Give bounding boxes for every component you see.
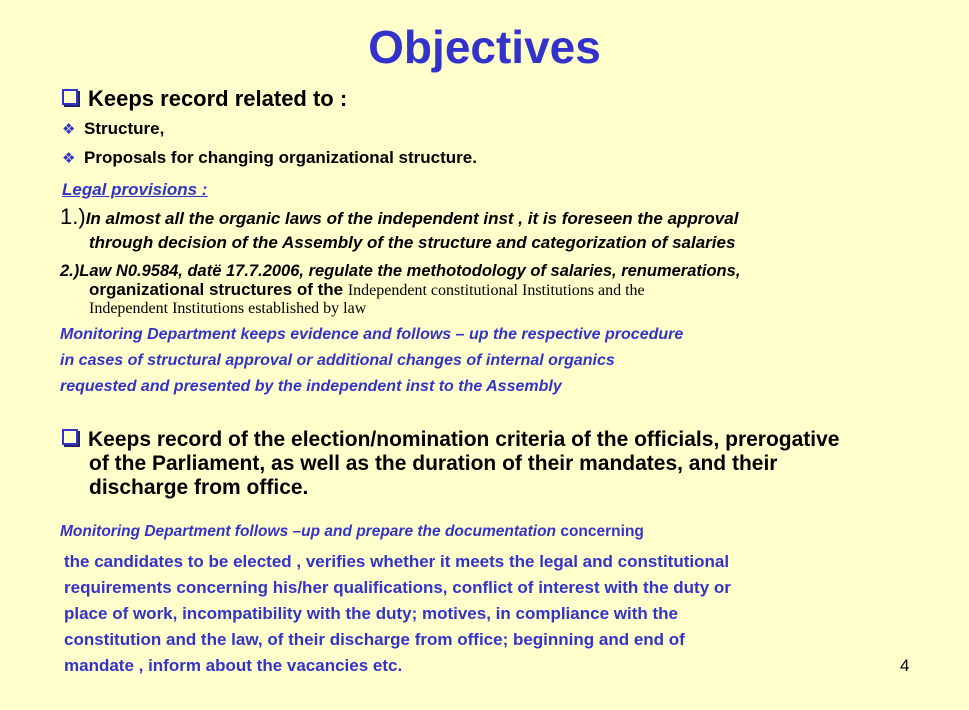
monitoring2-line: the candidates to be elected , verifies whether it meets the legal and constitutional bbox=[64, 552, 730, 571]
monitoring2-line: place of work, incompatibility with the duty; motives, in compliance with the bbox=[64, 604, 678, 623]
section1-item: Structure, bbox=[84, 119, 165, 138]
monitoring2-line: requirements concerning his/her qualifications, conflict of interest with the duty or bbox=[64, 578, 731, 597]
section2-row bbox=[62, 428, 840, 452]
legal-p1-number: 1.) bbox=[60, 204, 86, 229]
monitoring2-normal: concerning bbox=[560, 523, 644, 540]
monitoring2-italic: Monitoring Department follows –up and prepare the documentation bbox=[60, 523, 561, 540]
legal-p2-bold: organizational structures of the bbox=[89, 280, 348, 299]
section1-heading-row bbox=[62, 86, 347, 112]
section1-heading: Keeps record related to : bbox=[88, 86, 348, 111]
page-number: 4 bbox=[900, 656, 910, 675]
legal-p1-text: In almost all the organic laws of the independent inst , it is foreseen bbox=[85, 209, 638, 228]
checkbox-bullet-icon bbox=[62, 89, 78, 105]
section1-item: Proposals for changing organizational structure. bbox=[84, 148, 477, 167]
legal-p1-line2: through decision of the Assembly of the structure and categorization of salaries bbox=[89, 233, 736, 252]
monitoring2-line: mandate , inform about the vacancies etc. bbox=[64, 656, 403, 675]
diamond-bullet-icon: ❖ bbox=[62, 149, 76, 167]
legal-p2-line1: 2.)Law N0.9584, datë 17.7.2006, regulate the methotodology of salaries, renumerations, bbox=[60, 262, 741, 280]
legal-p2-line3: Independent Institutions established by law bbox=[89, 300, 367, 317]
section1-item-row bbox=[62, 119, 164, 139]
legal-p2-line2 bbox=[89, 280, 645, 300]
monitoring1-line: requested and presented by the independent inst to the Assembly bbox=[60, 378, 562, 395]
section1-item-row bbox=[62, 148, 477, 168]
monitoring1-line: Monitoring Department keeps evidence and follows – up the respective procedure bbox=[60, 326, 684, 343]
legal-provisions-label: Legal provisions : bbox=[62, 180, 208, 199]
section2-line: Keeps record of the election/nomination criteria of the officials, prerogative bbox=[88, 428, 840, 451]
legal-p1-emphasis: the approval bbox=[637, 209, 739, 228]
slide-title: Objectives bbox=[368, 21, 601, 73]
legal-p2-serif: Independent constitutional Institutions and the bbox=[347, 282, 645, 299]
monitoring2-line1 bbox=[60, 523, 644, 541]
monitoring1-line: in cases of structural approval or additional changes of internal organics bbox=[60, 352, 615, 369]
diamond-bullet-icon: ❖ bbox=[62, 120, 76, 138]
section2-line: of the Parliament, as well as the duration of their mandates, and their bbox=[89, 452, 778, 475]
monitoring2-line: constitution and the law, of their discharge from office; beginning and end of bbox=[64, 630, 685, 649]
legal-p1-line1 bbox=[60, 204, 738, 230]
section2-line: discharge from office. bbox=[89, 476, 309, 499]
checkbox-bullet-icon bbox=[62, 429, 78, 445]
